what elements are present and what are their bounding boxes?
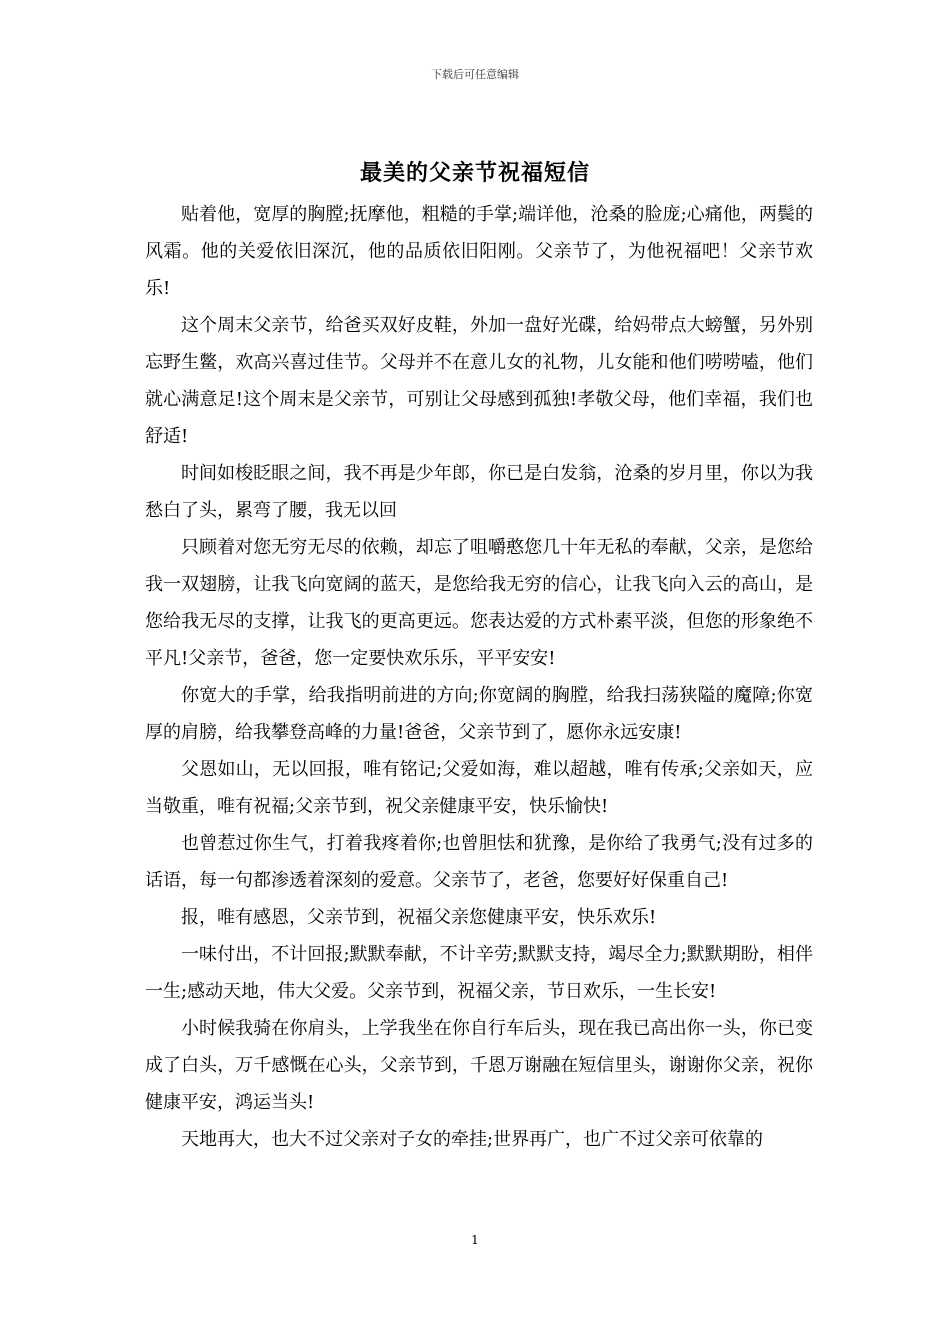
paragraph: 只顾着对您无穷无尽的依赖，却忘了咀嚼憨您几十年无私的奉献，父亲，是您给我一双翅膀，让我飞向宽阔的蓝天，是您给我无穷的信心，让我飞向入云的高山，是您给我无尽的支撑，让我飞的更高更远。您表达爱的方式朴素平淡，但您的形象绝不平凡!父亲节，爸爸，您一定要快欢乐乐，平平安安! — [145, 537, 813, 669]
paragraph: 这个周末父亲节，给爸买双好皮鞋，外加一盘好光碟，给妈带点大螃蟹，另外别忘野生鳖，欢高兴喜过佳节。父母并不在意儿女的礼物，儿女能和他们唠唠嗑，他们就心满意足!这个周末是父亲节，可别让父母感到孤独!孝敬父母，他们幸福，我们也舒适! — [145, 315, 813, 447]
paragraph: 小时候我骑在你肩头，上学我坐在你自行车后头，现在我已高出你一头，你已变成了白头，万千感慨在心头，父亲节到，千恩万谢融在短信里头，谢谢你父亲，祝你健康平安，鸿运当头! — [145, 1018, 813, 1113]
header-note: 下载后可任意编辑 — [431, 68, 519, 81]
paragraph: 天地再大，也大不过父亲对子女的牵挂;世界再广，也广不过父亲可依靠的 — [181, 1129, 764, 1150]
document-body — [145, 196, 813, 1158]
paragraph: 贴着他，宽厚的胸膛;抚摩他，粗糙的手掌;端详他，沧桑的脸庞;心痛他，两鬓的风霜。他的关爱依旧深沉，他的品质依旧阳刚。父亲节了，为他祝福吧！父亲节欢乐! — [145, 204, 813, 299]
paragraph: 父恩如山，无以回报，唯有铭记;父爱如海，难以超越，唯有传承;父亲如天，应当敬重，唯有祝福;父亲节到，祝父亲健康平安，快乐愉快! — [145, 759, 813, 817]
paragraph: 报，唯有感恩，父亲节到，祝福父亲您健康平安，快乐欢乐! — [181, 907, 657, 928]
paragraph: 一味付出，不计回报;默默奉献，不计辛劳;默默支持，竭尽全力;默默期盼，相伴一生;感动天地，伟大父爱。父亲节到，祝福父亲，节日欢乐，一生长安! — [145, 944, 813, 1002]
paragraph: 时间如梭眨眼之间，我不再是少年郎，你已是白发翁，沧桑的岁月里，你以为我愁白了头，累弯了腰，我无以回 — [145, 463, 813, 521]
paragraph: 你宽大的手掌，给我指明前进的方向;你宽阔的胸膛，给我扫荡狭隘的魔障;你宽厚的肩膀，给我攀登高峰的力量!爸爸，父亲节到了，愿你永远安康! — [145, 685, 813, 743]
document-title: 最美的父亲节祝福短信 — [359, 160, 590, 186]
page-number: 1 — [471, 1233, 479, 1247]
paragraph: 也曾惹过你生气，打着我疼着你;也曾胆怯和犹豫，是你给了我勇气;没有过多的话语，每一句都渗透着深刻的爱意。父亲节了，老爸，您要好好保重自己! — [145, 833, 813, 891]
